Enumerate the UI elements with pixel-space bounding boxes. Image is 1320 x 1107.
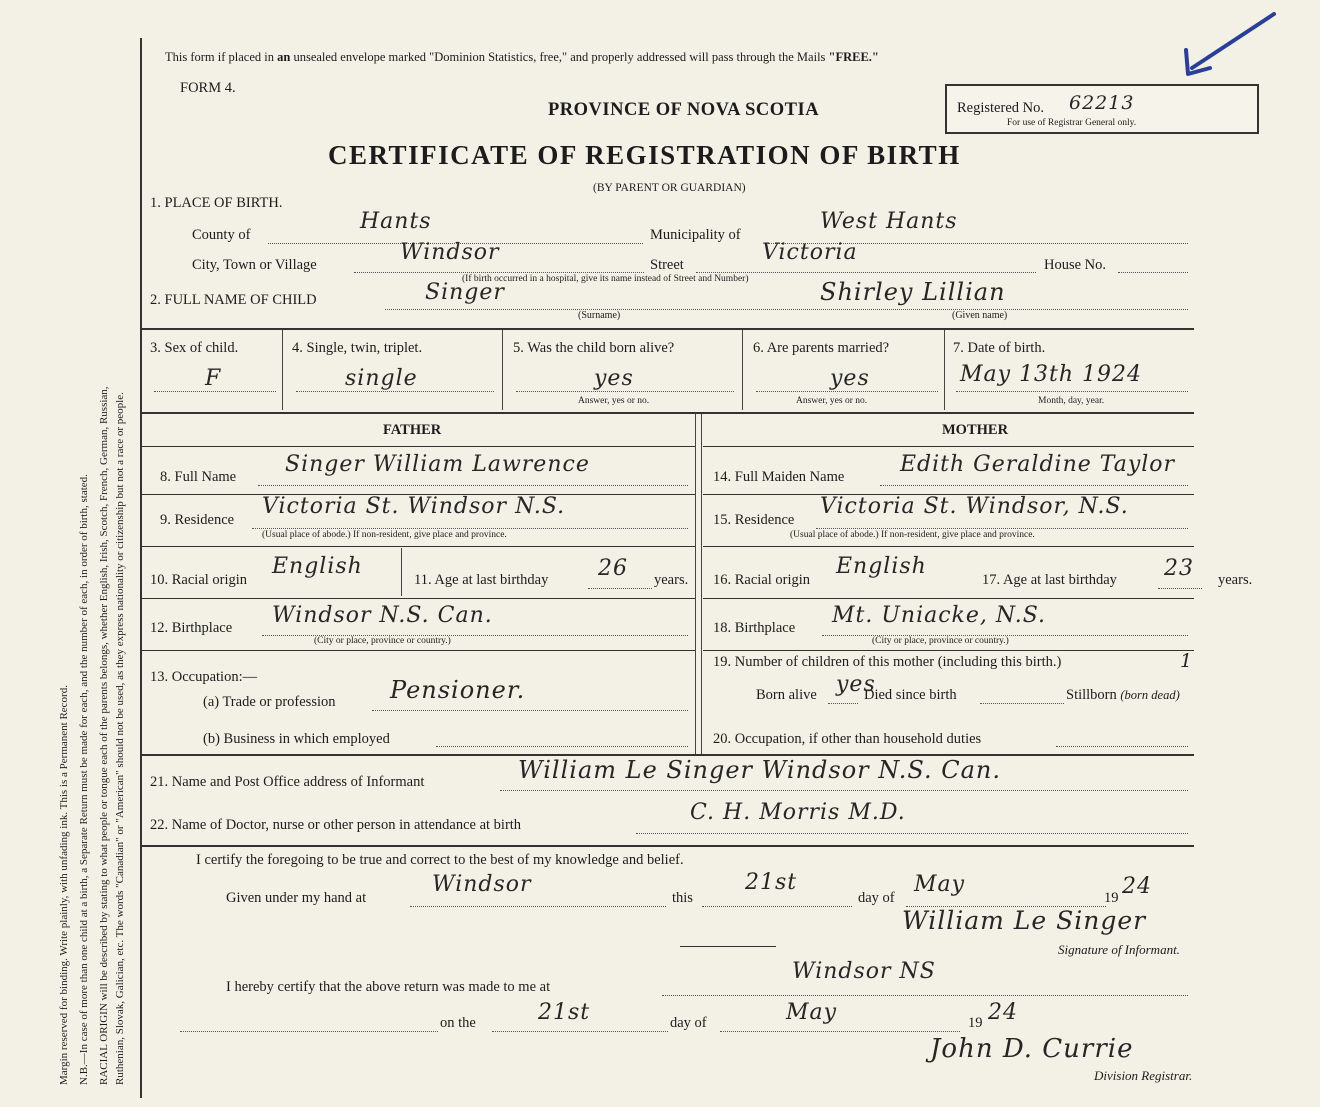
father-name-value: Singer William Lawrence	[285, 452, 590, 477]
business-label: (b) Business in which employed	[203, 731, 390, 747]
registrar-month-value: May	[786, 1000, 838, 1025]
registrar-day-of-label: day of	[670, 1015, 707, 1031]
mother-birthplace-caption: (City or place, province or country.)	[872, 636, 1009, 646]
parents-married-caption: Answer, yes or no.	[796, 396, 868, 406]
registrar-signature-caption: Division Registrar.	[1094, 1068, 1193, 1083]
sex-label: 3. Sex of child.	[150, 340, 239, 356]
registrar-use-note: For use of Registrar General only.	[1007, 118, 1137, 128]
father-racial-origin-label: 10. Racial origin	[150, 572, 248, 588]
father-residence-value: Victoria St. Windsor N.S.	[262, 494, 566, 519]
form-number: FORM 4.	[180, 80, 236, 96]
county-label: County of	[192, 227, 251, 243]
father-birthplace-caption: (City or place, province or country.)	[314, 636, 451, 646]
doctor-label: 22. Name of Doctor, nurse or other person in attendance at birth	[150, 817, 522, 833]
street-value: Victoria	[762, 240, 858, 265]
father-racial-origin-value: English	[272, 554, 363, 579]
mother-birthplace-value: Mt. Uniacke, N.S.	[832, 603, 1046, 628]
registrar-year-prefix: 19	[968, 1015, 983, 1031]
given-under-hand-label: Given under my hand at	[226, 890, 367, 906]
mother-name-value: Edith Geraldine Taylor	[900, 452, 1176, 477]
father-occupation-label: 13. Occupation:—	[150, 669, 258, 685]
child-given-name-value: Shirley Lillian	[820, 278, 1006, 306]
margin-note-binding: Margin reserved for binding. Write plainly, with unfading ink. This is a Permanent Record.	[58, 685, 70, 1085]
father-heading: FATHER	[383, 422, 442, 438]
father-residence-label: 9. Residence	[160, 512, 235, 528]
parents-married-value: yes	[830, 366, 870, 391]
given-place-value: Windsor	[432, 872, 532, 897]
father-birthplace-value: Windsor N.S. Can.	[272, 603, 493, 628]
registrar-place-value: Windsor NS	[792, 959, 936, 984]
born-alive-caption: Answer, yes or no.	[578, 396, 650, 406]
mother-age-unit: years.	[1218, 572, 1253, 588]
check-arrow-icon	[1178, 10, 1278, 80]
this-label: this	[672, 890, 693, 906]
mother-residence-label: 15. Residence	[713, 512, 795, 528]
registered-label: Registered No.	[957, 100, 1044, 116]
father-age-unit: years.	[654, 572, 689, 588]
date-of-birth-caption: Month, day, year.	[1038, 396, 1105, 406]
informant-label: 21. Name and Post Office address of Informant	[150, 774, 425, 790]
parents-married-label: 6. Are parents married?	[753, 340, 890, 356]
born-alive-count-label: Born alive	[756, 687, 817, 703]
hospital-note: (If birth occurred in a hospital, give its name instead of Street and Number)	[462, 274, 749, 284]
mother-residence-value: Victoria St. Windsor, N.S.	[820, 494, 1129, 519]
father-birthplace-label: 12. Birthplace	[150, 620, 233, 636]
child-surname-value: Singer	[425, 280, 505, 305]
mail-notice: This form if placed in an unsealed envelope marked "Dominion Statistics, free," and properly addressed will pass through the Mails "FREE."	[165, 50, 879, 64]
margin-note-racial-origin-1: RACIAL ORIGIN will be described by stating to what people or tongue each of the parents belongs, whether English, Irish, Scotch, French, German, Russian,	[98, 386, 110, 1085]
city-value: Windsor	[400, 240, 500, 265]
province-heading: PROVINCE OF NOVA SCOTIA	[548, 100, 820, 120]
father-residence-caption: (Usual place of abode.) If non-resident, give place and province.	[262, 530, 507, 540]
father-name-label: 8. Full Name	[160, 469, 237, 485]
stillborn-label: Stillborn (born dead)	[1066, 687, 1180, 703]
child-name-label: 2. FULL NAME OF CHILD	[150, 292, 317, 308]
date-of-birth-value: May 13th 1924	[960, 362, 1143, 387]
county-value: Hants	[360, 209, 432, 234]
municipality-label: Municipality of	[650, 227, 741, 243]
died-since-birth-label: Died since birth	[864, 687, 957, 703]
informant-signature: William Le Singer	[902, 906, 1147, 935]
children-count-label: 19. Number of children of this mother (including this birth.)	[713, 654, 1062, 670]
mother-residence-caption: (Usual place of abode.) If non-resident, give place and province.	[790, 530, 1035, 540]
margin-note-racial-origin-2: Ruthenian, Slovak, Galician, etc. The words "Canadian" or "American" should not be used, as they express nationality or citizenship but not a race or people.	[114, 392, 126, 1085]
street-label: Street	[650, 257, 684, 273]
registered-value: 62213	[1069, 92, 1135, 114]
given-year-prefix: 19	[1104, 890, 1119, 906]
registrar-day-value: 21st	[538, 1000, 591, 1025]
place-of-birth-heading: 1. PLACE OF BIRTH.	[150, 195, 283, 211]
born-alive-count-value: yes	[836, 672, 876, 697]
certificate-title: CERTIFICATE OF REGISTRATION OF BIRTH	[328, 140, 961, 170]
mother-name-label: 14. Full Maiden Name	[713, 469, 845, 485]
registrar-signature: John D. Currie	[930, 1034, 1134, 1064]
given-day-of-label: day of	[858, 890, 895, 906]
given-month-value: May	[914, 872, 966, 897]
given-year-value: 24	[1122, 874, 1152, 899]
registration-number-box	[945, 84, 1259, 134]
informant-signature-caption: Signature of Informant.	[1058, 942, 1180, 957]
trade-label: (a) Trade or profession	[203, 694, 336, 710]
plurality-value: single	[345, 366, 418, 391]
surname-caption: (Surname)	[578, 310, 621, 321]
registrar-year-value: 24	[988, 1000, 1018, 1025]
house-number-label: House No.	[1044, 257, 1107, 273]
given-name-caption: (Given name)	[952, 310, 1008, 321]
margin-note-multiple-births: N.B.—In case of more than one child at a birth, a Separate Return must be made for each, and the number of each, in order of birth, stated.	[78, 474, 90, 1085]
born-alive-value: yes	[594, 366, 634, 391]
mother-birthplace-label: 18. Birthplace	[713, 620, 796, 636]
plurality-label: 4. Single, twin, triplet.	[292, 340, 423, 356]
father-age-value: 26	[598, 556, 628, 581]
mother-age-value: 23	[1164, 556, 1194, 581]
trade-value: Pensioner.	[390, 676, 526, 704]
certificate-subtitle: (BY PARENT OR GUARDIAN)	[593, 182, 746, 194]
mother-racial-origin-value: English	[836, 554, 927, 579]
informant-value: William Le Singer Windsor N.S. Can.	[518, 756, 1001, 784]
mother-occupation-label: 20. Occupation, if other than household duties	[713, 731, 982, 747]
sex-value: F	[205, 366, 222, 391]
municipality-value: West Hants	[820, 209, 958, 234]
born-alive-label: 5. Was the child born alive?	[513, 340, 675, 356]
on-the-label: on the	[440, 1015, 476, 1031]
doctor-value: C. H. Morris M.D.	[690, 800, 906, 825]
date-of-birth-label: 7. Date of birth.	[953, 340, 1046, 356]
given-day-value: 21st	[745, 870, 798, 895]
children-count-value: 1	[1180, 650, 1194, 672]
certify-statement: I certify the foregoing to be true and correct to the best of my knowledge and belief.	[196, 852, 684, 868]
city-label: City, Town or Village	[192, 257, 317, 273]
registrar-certify-statement: I hereby certify that the above return was made to me at	[226, 979, 551, 995]
father-age-label: 11. Age at last birthday	[414, 572, 549, 588]
mother-heading: MOTHER	[942, 422, 1009, 438]
mother-racial-origin-label: 16. Racial origin	[713, 572, 811, 588]
mother-age-label: 17. Age at last birthday	[982, 572, 1117, 588]
left-border	[140, 38, 142, 1098]
